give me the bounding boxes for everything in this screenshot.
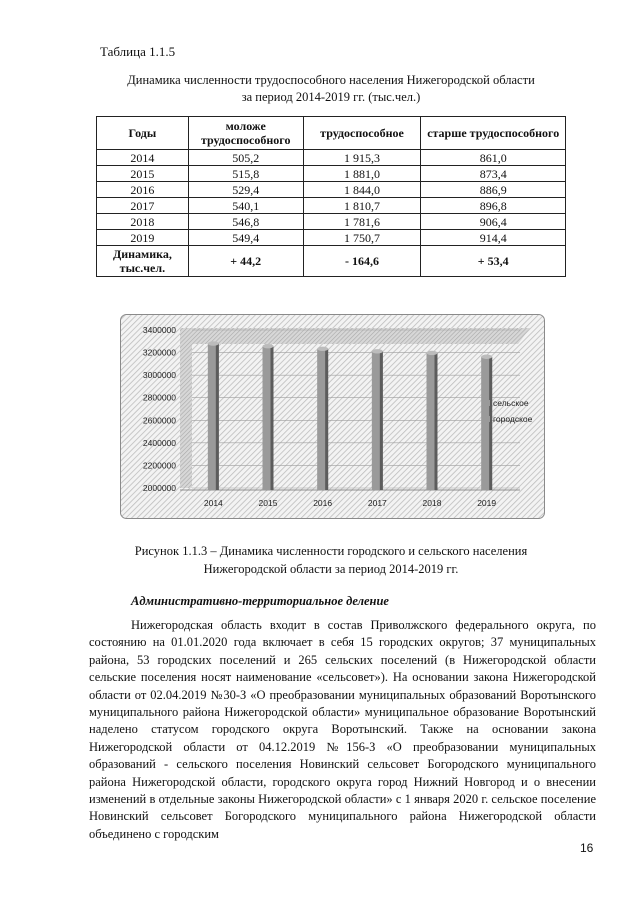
x-tick-label: 2016	[313, 498, 333, 508]
x-tick-label: 2015	[258, 498, 278, 508]
y-tick-label: 2000000	[142, 483, 176, 493]
bar-shade-2017	[380, 351, 383, 490]
cell-young: 549,4	[188, 230, 303, 246]
cell-older: 906,4	[421, 214, 566, 230]
bar-cap-2016	[317, 347, 328, 351]
cell-working: 1 915,3	[303, 150, 421, 166]
table-label: Таблица 1.1.5	[100, 44, 176, 59]
header-young: моложе трудоспособного	[188, 117, 303, 150]
x-tick-label: 2018	[422, 498, 442, 508]
cell-older: 886,9	[421, 182, 566, 198]
bar-cap-2017	[372, 349, 383, 353]
figure-caption	[96, 542, 566, 578]
cell-older: 873,4	[421, 166, 566, 182]
legend-label: городское	[493, 414, 533, 424]
x-tick-label: 2019	[477, 498, 497, 508]
table-row	[97, 166, 566, 182]
cell-young: 515,8	[188, 166, 303, 182]
bar-shade-2019	[489, 357, 492, 490]
cell-year: 2016	[97, 182, 189, 198]
cell-young: 546,8	[188, 214, 303, 230]
plot-side-wall	[180, 328, 192, 488]
y-tick-label: 2400000	[142, 437, 176, 448]
population-table	[96, 116, 566, 277]
cell-working: 1 781,6	[303, 214, 421, 230]
section-heading: Административно-территориальное деление	[131, 594, 389, 608]
table-row	[97, 214, 566, 230]
cell-young: 529,4	[188, 182, 303, 198]
table-header-row	[97, 117, 566, 150]
x-tick-label: 2017	[367, 498, 387, 508]
header-older: старше трудоспособного	[421, 117, 566, 150]
bar-shade-2014	[216, 344, 219, 490]
table-caption-line2: за период 2014-2019 гг. (тыс.чел.)	[241, 90, 421, 104]
plot-back-top	[180, 328, 530, 344]
table-caption-line1: Динамика численности трудоспособного населения Нижегородской области	[127, 73, 535, 87]
bar-cap-2014	[208, 341, 219, 345]
cell-year: 2014	[97, 150, 189, 166]
x-tick-label: 2014	[203, 498, 223, 508]
cell-working: 1 881,0	[303, 166, 421, 182]
y-tick-label: 2200000	[142, 460, 176, 471]
page-number: 16	[580, 841, 594, 855]
figure-caption-line2: Нижегородской области за период 2014-2019 гг.	[203, 562, 459, 576]
bar-cap-2018	[427, 351, 438, 355]
table-row	[97, 198, 566, 214]
cell-young: 540,1	[188, 198, 303, 214]
cell-year: 2019	[97, 230, 189, 246]
cell-year: 2017	[97, 198, 189, 214]
bar-shade-2016	[325, 349, 328, 490]
bar-shade-2018	[435, 353, 438, 490]
chart-svg	[120, 314, 545, 519]
cell-older: 896,8	[421, 198, 566, 214]
population-chart	[120, 314, 545, 519]
header-years: Годы	[97, 117, 189, 150]
cell-dynamics-older: + 53,4	[421, 246, 566, 277]
table-dynamics-row	[97, 246, 566, 277]
y-tick-label: 3400000	[142, 325, 176, 335]
cell-working: 1 844,0	[303, 182, 421, 198]
bar-cap-2015	[263, 344, 274, 348]
legend-swatch	[484, 416, 490, 422]
bar-cap-2019	[481, 355, 492, 359]
bar-shade-2015	[271, 346, 274, 490]
table-caption	[96, 72, 566, 106]
cell-working: 1 750,7	[303, 230, 421, 246]
cell-older: 861,0	[421, 150, 566, 166]
header-working: трудоспособное	[303, 117, 421, 150]
y-tick-label: 2800000	[142, 392, 176, 403]
cell-young: 505,2	[188, 150, 303, 166]
y-tick-label: 2600000	[142, 415, 176, 426]
figure-caption-line1: Рисунок 1.1.3 – Динамика численности городского и сельского населения	[134, 544, 528, 558]
cell-dynamics-working: - 164,6	[303, 246, 421, 277]
cell-year: 2015	[97, 166, 189, 182]
y-tick-label: 3000000	[142, 370, 176, 381]
legend-swatch	[484, 400, 490, 406]
cell-older: 914,4	[421, 230, 566, 246]
y-tick-label: 3200000	[142, 347, 176, 358]
body-paragraph: Нижегородская область входит в состав Приволжского федерального округа, по состоянию на 01.01.2020 года включает в себя 15 городских округов; 37 муниципальных района, 53 городских поселений и 265 сельских поселений (в Нижегородской области сельские поселения носят наименование «сельсовет»). На основании закона Нижегородской области от 02.04.2019 №30-З «О преобразовании муниципальных образований Воротынского муниципального района Нижегородской области» муниципальное образование Воротынский наделено статусом городского округа Воротынский. Также на основании закона Нижегородской области от 04.12.2019 №156-З «О преобразовании муниципальных образований - сельского поселения Новинский сельсовет Богородского муниципального района Нижегородской области, городского округа город Нижний Новгород и о внесении изменений в отдельные законы Нижегородской области» с 1 января 2020 г. сельское поселение Новинский сельсовет Богородского муниципального района Нижегородской области объединено с городским	[89, 618, 596, 841]
table-row	[97, 182, 566, 198]
cell-dynamics-label: Динамика, тыс.чел.	[97, 246, 189, 277]
legend-label: сельское	[493, 398, 529, 408]
table-row	[97, 230, 566, 246]
cell-working: 1 810,7	[303, 198, 421, 214]
table-row	[97, 150, 566, 166]
cell-year: 2018	[97, 214, 189, 230]
cell-dynamics-young: + 44,2	[188, 246, 303, 277]
